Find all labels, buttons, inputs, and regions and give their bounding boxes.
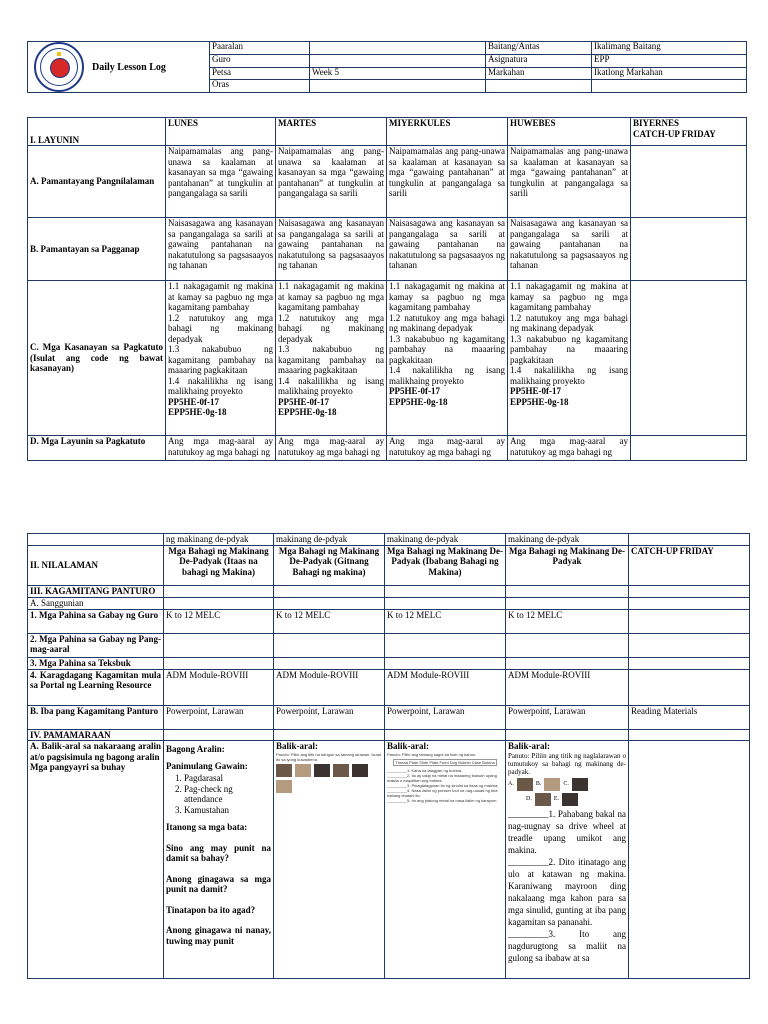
skill-3: 1.3 nakabubuo ng kagamitang pambahay na maaaring pagkakitaan: [168, 344, 273, 375]
empty-cell: [506, 633, 629, 657]
skill-2: 1.2 natutukoy ang mga bahagi ng makinang depadyak: [278, 312, 384, 344]
skill-2: 1.2 natutukoy ang mga bahagi ng makinang depadyak: [389, 312, 505, 333]
sewing-part-image: [295, 764, 311, 777]
iba-pang-miyerkules: Powerpoint, Larawan: [385, 705, 506, 729]
question-1: Sino ang may punit na damit sa bahay?: [166, 842, 271, 863]
skill-3: 1.3 nakabubuo ng kagamitang pambahay na maaaring pagkakitaan: [510, 333, 628, 365]
word-box: Thread Plate Slide Plate Feed Dog Bobbin Case Bobina: [393, 759, 497, 766]
logo-cell: [28, 42, 210, 93]
portal-label: 4. Karagdagang Kagamitan mula sa Portal ng Learning Resource: [28, 669, 164, 705]
skill-2: 1.2 natutukoy ang mga bahagi ng makinang depadyak: [168, 312, 273, 344]
iba-pang-lunes: Powerpoint, Larawan: [164, 705, 274, 729]
empty-cell: [274, 597, 385, 609]
bagong-aralin: Bagong Aralin:: [166, 744, 225, 754]
empty-cell: [274, 633, 385, 657]
empty-cell: [629, 597, 750, 609]
question-intro: Itanong sa mga bata:: [166, 822, 248, 832]
value-guro: [310, 54, 486, 67]
lesson-table-page2: [27, 533, 750, 979]
question-2: Anong ginagawa sa mga punit na damit?: [166, 873, 271, 894]
sewing-part-image: [572, 778, 588, 791]
gabay-guro-lunes: K to 12 MELC: [164, 609, 274, 633]
section-d-cont-lunes: ng makinang de-pdyak: [164, 534, 274, 546]
skill-1: 1.1 nakagagamit ng makina at kamay sa pagbuo ng mga kagamitang pambahay: [389, 281, 505, 312]
empty-cell: [164, 597, 274, 609]
sanggunian-label: A. Sanggunian: [28, 597, 164, 609]
label-petsa: Petsa: [210, 67, 310, 80]
empty-cell: [629, 585, 750, 597]
martes-instructions: Panuto: Piliin ang titik na tutugon sa tamang larawan. Isulat ito sa iyong kuwaderno.: [276, 751, 381, 762]
empty-cell: [385, 657, 506, 669]
section-b-martes: Naisasagawa ang kasanayan sa pangangalaga sa sarili at gawaing pantahanan na nakatutulong sa pagsasaayos ng tahanan: [276, 218, 387, 281]
nilalaman-martes: Mga Bahagi ng Makinang De-Padyak (Gitnang Bahagi ng makina): [274, 545, 385, 585]
code-1: PP5HE-0f-17: [389, 386, 440, 396]
code-2: EPP5HE-0g-18: [278, 407, 337, 417]
pamamaraan-lunes: [164, 741, 274, 979]
skill-4: 1.4 nakalilikha ng isang malikhaing proyekto: [168, 375, 273, 396]
gawain-item-3: 3. Kamustahan: [184, 805, 271, 816]
portal-miyerkules: ADM Module-ROVIII: [385, 669, 506, 705]
gabay-guro-huwebes: K to 12 MELC: [506, 609, 629, 633]
empty-cell: [506, 585, 629, 597]
section-b-biyernes: [631, 218, 747, 281]
pamamaraan-heading: IV. PAMAMARAAN: [28, 729, 164, 741]
value-oras: [310, 80, 486, 93]
empty-cell: [164, 657, 274, 669]
day-biyernes: [631, 118, 747, 146]
header-table: [27, 41, 747, 93]
kagamitan-heading: III. KAGAMITANG PANTURO: [28, 585, 164, 597]
label-markahan: Markahan: [486, 67, 592, 80]
value-paaralan: [310, 42, 486, 55]
value-markahan: Ikatlong Markahan: [592, 67, 747, 80]
iba-pang-label: B. Iba pang Kagamitang Panturo: [28, 705, 164, 729]
gabay-mag-aaral-label: 2. Mga Pahina sa Gabay ng Pang-mag-aaral: [28, 633, 164, 657]
miyerkules-item-1: _________1. Kaha na lalagyan ng bobina.: [387, 767, 463, 773]
day-huwebes: HUWEBES: [508, 118, 631, 146]
section-a-miyerkules: Naipamamalas ang pang-unawa sa kaalaman at kasanayan sa mga “gawaing pantahanan” at tungkulin at pangangalaga sa sarili: [387, 146, 508, 218]
balik-aral-title: Balik-aral:: [387, 741, 429, 751]
code-1: PP5HE-0f-17: [278, 396, 329, 407]
skill-3: 1.3 nakabubuo ng kagamitang pambahay na maaaring pagkakitaan: [389, 333, 505, 365]
empty-cell: [486, 80, 592, 93]
section-d-martes: Ang mga mag-aaral ay natutukoy ag mga bahagi ng: [276, 436, 387, 461]
day-lunes: LUNES: [166, 118, 276, 146]
catchup-label: CATCH-UP FRIDAY: [633, 128, 716, 139]
section-d-miyerkules: Ang mga mag-aaral ay natutukoy ag mga bahagi ng: [387, 436, 508, 461]
choice-letter: D.: [526, 795, 532, 802]
miyerkules-item-5: _________5. Ito ang platong metal na nasa ilalim ng karayom: [387, 797, 497, 803]
deped-seal-icon: [34, 42, 84, 92]
cont-biyernes: [629, 534, 750, 546]
question-3: Tinatapon ba ito agad?: [166, 904, 256, 915]
section-a-lunes: Naipamamalas ang pang-unawa sa kaalaman at kasanayan sa mga “gawaing pantahanan” at tungkulin at pangangalaga sa sarili: [166, 146, 276, 218]
huwebes-item-3: _________3. Ito ang nagdurugtong sa maliit na gulong sa ibabaw at sa: [508, 928, 626, 963]
iba-pang-martes: Powerpoint, Larawan: [274, 705, 385, 729]
iba-pang-huwebes: Powerpoint, Larawan: [506, 705, 629, 729]
section-d-cont-miyerkules: makinang de-pdyak: [385, 534, 506, 546]
empty-cell: [385, 633, 506, 657]
section-d-label: D. Mga Layunin sa Pagkatuto: [28, 436, 166, 461]
sewing-part-image: [535, 793, 551, 806]
value-baitang: Ikalimang Baitang: [592, 42, 747, 55]
empty-cell: [506, 657, 629, 669]
section-d-cont-huwebes: makinang de-pdyak: [506, 534, 629, 546]
section-a-martes: Naipamamalas ang pang-unawa sa kaalaman at kasanayan sa mga “gawaing pantahanan” at tungkulin at pangangalaga sa sarili: [276, 146, 387, 218]
code-2: EPP5HE-0g-18: [389, 396, 448, 407]
pamamaraan-miyerkules: [385, 741, 506, 979]
layunin-heading: I. LAYUNIN: [28, 118, 166, 146]
section-d-lunes: Ang mga mag-aaral ay natutukoy ag mga bahagi ng: [166, 436, 276, 461]
portal-martes: ADM Module-ROVIII: [274, 669, 385, 705]
martes-image-grid: [276, 764, 382, 793]
sewing-part-image: [314, 764, 330, 777]
section-b-lunes: Naisasagawa ang kasanayan sa pangangalaga sa sarili at gawaing pantahanan na nakatutulong sa pagsasaayos ng tahanan: [166, 218, 276, 281]
code-1: PP5HE-0f-17: [510, 386, 561, 396]
code-2: EPP5HE-0g-18: [168, 407, 227, 417]
code-2: EPP5HE-0g-18: [510, 396, 569, 407]
section-d-biyernes: [631, 436, 747, 461]
huwebes-item-1: _________1. Pahabang bakal na nag-uugnay sa drive wheel at treadle upang umikot ang makina.: [508, 808, 626, 855]
portal-huwebes: ADM Module-ROVIII: [506, 669, 629, 705]
empty-cell: [629, 729, 750, 741]
value-petsa: Week 5: [310, 67, 486, 80]
panimulang-gawain: Panimulang Gawain:: [166, 760, 248, 771]
skill-2: 1.2 natutukoy ang mga bahagi ng makinang depadyak: [510, 312, 628, 333]
section-a-biyernes: [631, 146, 747, 218]
balik-aral-title: Balik-aral:: [276, 741, 318, 751]
label-paaralan: Paaralan: [210, 42, 310, 55]
gawain-item-2: 2. Pag-check ng attendance: [184, 784, 271, 805]
skill-4: 1.4 nakalilikha ng isang malikhaing proyekto: [389, 365, 505, 386]
balik-aral-title: Balik-aral:: [508, 741, 550, 751]
miyerkules-item-4: _________4. Nasa ilalim ng presser foot na nag-uusad ng tela habang tinatahi ito.: [387, 787, 498, 798]
empty-cell: [629, 657, 750, 669]
value-asignatura: EPP: [592, 54, 747, 67]
teksbuk-label: 3. Mga Pahina sa Teksbuk: [28, 657, 164, 669]
miyerkules-item-2: _________2. Ito ay takip na metal na maaaring buksan upang makita o mapalitan ang bobina.: [387, 772, 497, 783]
balik-aral-label: A. Balik-aral sa nakaraang aralin at/o pagsisimula ng bagong aralin Mga pangyayri sa buhay: [28, 741, 164, 979]
empty-cell: [385, 729, 506, 741]
day-miyerkules: MIYERKULES: [387, 118, 508, 146]
label-oras: Oras: [210, 80, 310, 93]
section-c-biyernes: [631, 281, 747, 436]
doc-title: Daily Lesson Log: [92, 61, 166, 73]
sewing-part-image: [352, 764, 368, 777]
pamamaraan-martes: [274, 741, 385, 979]
day-martes: MARTES: [276, 118, 387, 146]
empty-cell: [164, 633, 274, 657]
skill-4: 1.4 nakalilikha ng isang malikhaing proyekto: [278, 375, 384, 396]
empty-cell: [506, 729, 629, 741]
choice-letter: E.: [553, 795, 560, 802]
nilalaman-huwebes: Mga Bahagi ng Makinang De-Padyak: [506, 545, 629, 585]
code-1: PP5HE-0f-17: [168, 396, 219, 407]
skill-1: 1.1 nakagagamit ng makina at kamay sa pagbuo ng mga kagamitang pambahay: [278, 281, 384, 312]
empty-cell: [629, 609, 750, 633]
empty-cell: [385, 597, 506, 609]
gabay-guro-martes: K to 12 MELC: [274, 609, 385, 633]
huwebes-instructions: Panuto: Piliin ang titik ng naglalarawan o tumutukoy sa bahagi ng makinang de-padyak.: [508, 751, 626, 776]
day-biyernes-label: BIYERNES: [633, 118, 680, 128]
empty-cell: [274, 729, 385, 741]
empty-cell: [592, 80, 747, 93]
skill-1: 1.1 nakagagamit ng makina at kamay sa pagbuo ng mga kagamitang pambahay: [510, 281, 628, 312]
section-c-lunes: [166, 281, 276, 436]
section-b-label: B. Pamantayan sa Pagganap: [28, 218, 166, 281]
sewing-part-image: [517, 778, 533, 791]
section-c-huwebes: [508, 281, 631, 436]
sewing-part-image: [276, 780, 292, 793]
empty-cell: [629, 633, 750, 657]
sewing-part-image: [562, 793, 578, 806]
empty-cell: [385, 585, 506, 597]
question-4: Anong ginagawa ni nanay, tuwing may punit: [166, 925, 271, 946]
choice-letter: B.: [535, 780, 542, 787]
section-b-miyerkules: Naisasagawa ang kasanayan sa pangangalaga sa sarili at gawaing pantahanan na nakatutulong sa pagsasaayos ng tahanan: [387, 218, 508, 281]
empty-cell: [629, 669, 750, 705]
gabay-guro-label: 1. Mga Pahina sa Gabay ng Guro: [28, 609, 164, 633]
section-a-huwebes: Naipamamalas ang pang-unawa sa kaalaman at kasanayan sa mga “gawaing pantahanan” at tungkulin at pangangalaga sa sarili: [508, 146, 631, 218]
skill-4: 1.4 nakalilikha ng isang malikhaing proyekto: [510, 365, 628, 386]
gabay-guro-miyerkules: K to 12 MELC: [385, 609, 506, 633]
nilalaman-biyernes: CATCH-UP FRIDAY: [629, 545, 750, 585]
label-asignatura: Asignatura: [486, 54, 592, 67]
empty-cell: [274, 657, 385, 669]
empty-cell: [164, 585, 274, 597]
section-b-huwebes: Naisasagawa ang kasanayan sa pangangalaga sa sarili at gawaing pantahanan na nakatutulong sa pagsasaayos ng tahanan: [508, 218, 631, 281]
miyerkules-instructions: Panuto: Piliin ang tamang sagot sa loob ng kahon.: [387, 751, 477, 757]
huwebes-image-grid-2: [508, 793, 626, 806]
choice-letter: A.: [508, 780, 514, 787]
section-c-miyerkules: [387, 281, 508, 436]
section-c-martes: [276, 281, 387, 436]
huwebes-image-grid: [508, 778, 626, 791]
skill-1: 1.1 nakagagamit ng makina at kamay sa pagbuo ng mga kagamitang pambahay: [168, 281, 273, 312]
miyerkules-item-3: _________3. Pinagtatagpuan ito ng sinulid sa itaas ng makina.: [387, 782, 499, 788]
section-d-huwebes: Ang mga mag-aaral ay natutukoy ag mga bahagi ng: [508, 436, 631, 461]
cont-label: [28, 534, 164, 546]
pamamaraan-biyernes: [629, 741, 750, 979]
nilalaman-miyerkules: Mga Bahagi ng Makinang De-Padyak (Ibabang Bahagi ng Makina): [385, 545, 506, 585]
pamamaraan-huwebes: [506, 741, 629, 979]
empty-cell: [274, 585, 385, 597]
huwebes-item-2: _________2. Dito itinatago ang ulo at katawan ng makina. Karaniwang mayroon ding nakalaang mga kahon para sa mga sinulid, gunting at iba pang kagamitan sa pananahi.: [508, 856, 626, 927]
sewing-part-image: [544, 778, 560, 791]
sewing-part-image: [333, 764, 349, 777]
section-c-label: C. Mga Kasanayan sa Pagkatuto (Isulat ang code ng bawat kasanayan): [28, 281, 166, 436]
sewing-part-image: [276, 764, 292, 777]
section-d-cont-martes: makinang de-pdyak: [274, 534, 385, 546]
iba-pang-biyernes: Reading Materials: [629, 705, 750, 729]
portal-lunes: ADM Module-ROVIII: [164, 669, 274, 705]
skill-3: 1.3 nakabubuo ng kagamitang pambahay na maaaring pagkakitaan: [278, 344, 384, 375]
gawain-item-1: 1. Pagdarasal: [184, 773, 271, 784]
empty-cell: [164, 729, 274, 741]
choice-letter: C.: [563, 780, 569, 787]
label-baitang: Baitang/Antas: [486, 42, 592, 55]
lesson-table-page1: [27, 117, 747, 461]
label-guro: Guro: [210, 54, 310, 67]
nilalaman-label: II. NILALAMAN: [28, 545, 164, 585]
section-a-label: A. Pamantayang Pangnilalaman: [28, 146, 166, 218]
nilalaman-lunes: Mga Bahagi ng Makinang De-Padyak (Itaas na bahagi ng Makina): [164, 545, 274, 585]
empty-cell: [506, 597, 629, 609]
